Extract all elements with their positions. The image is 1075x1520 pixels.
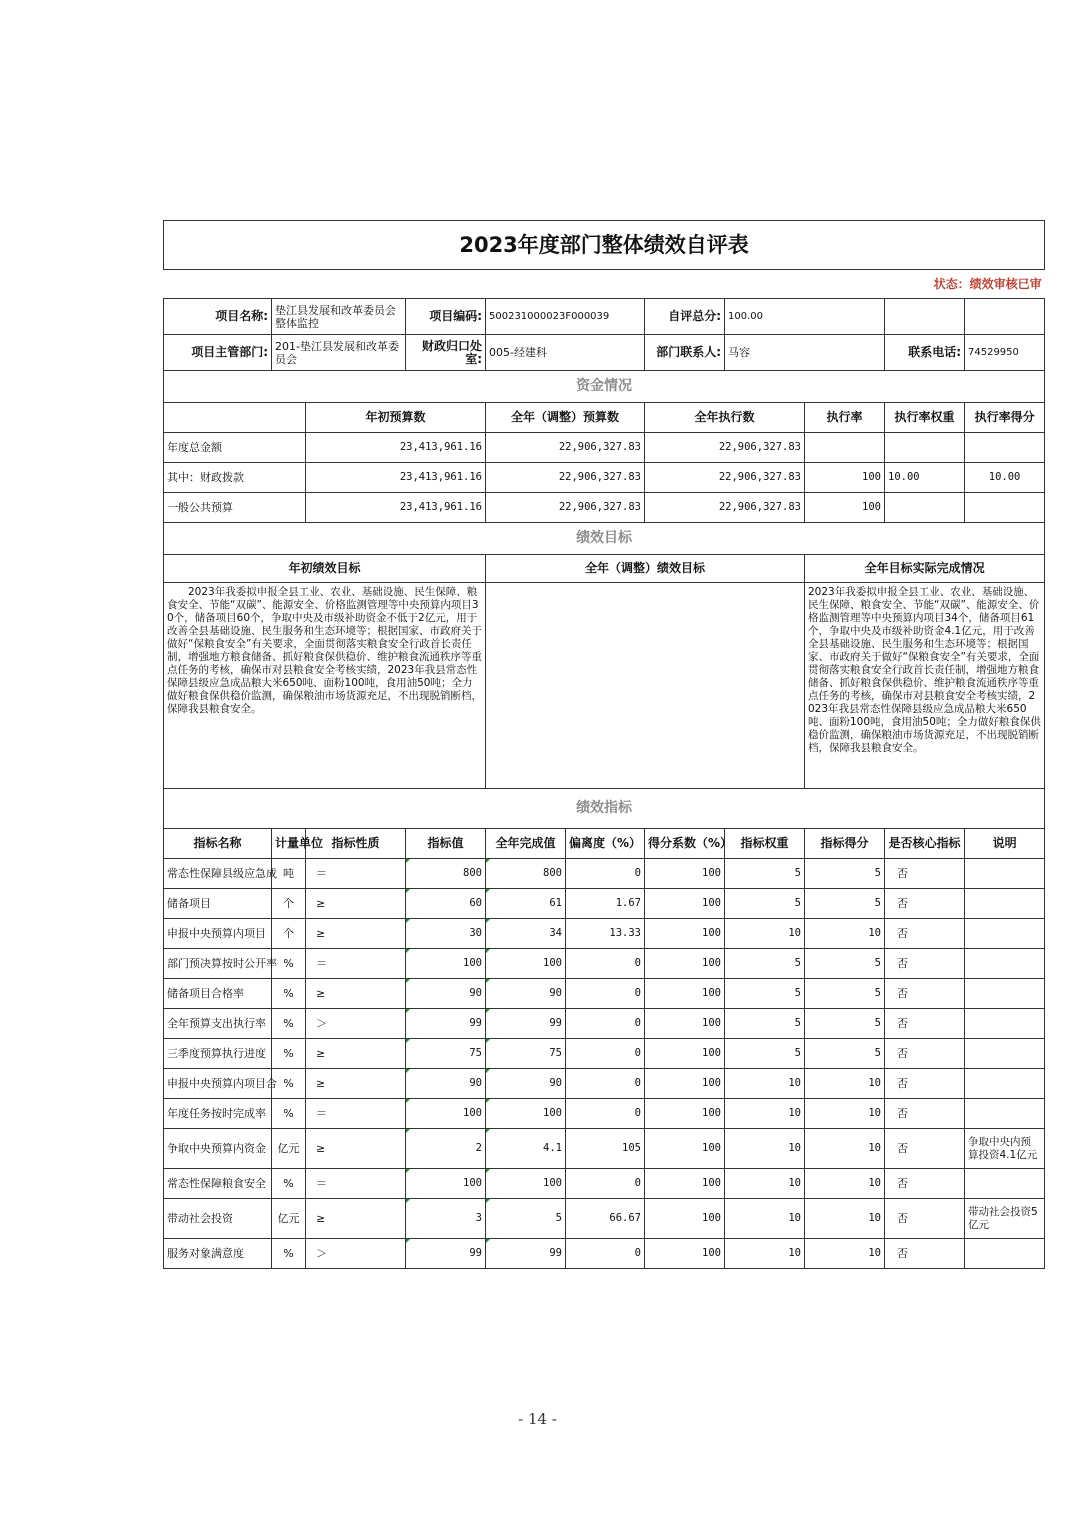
indicator-actual: 34 [486,919,566,949]
finance-office-value: 005-经建科 [486,335,645,371]
indicator-weight: 5 [725,889,805,919]
indicator-nature: ≥ [306,1199,406,1239]
indicator-core: 否 [885,949,965,979]
indicator-nature: ＝ [306,949,406,979]
indicator-coefficient: 100 [645,1169,725,1199]
indicator-name: 储备项目合格率 [164,979,272,1009]
indicator-header: 偏离度（%） [566,829,645,859]
indicator-target: 100 [406,1169,486,1199]
funds-header: 执行率 [805,403,885,433]
indicator-score: 10 [805,1199,885,1239]
indicator-header: 指标性质 [306,829,406,859]
indicator-actual: 61 [486,889,566,919]
indicator-target: 90 [406,1069,486,1099]
indicator-unit: 个 [272,919,306,949]
indicator-core: 否 [885,1039,965,1069]
indicator-deviation: 0 [566,1239,645,1269]
indicator-deviation: 0 [566,949,645,979]
indicator-unit: % [272,1099,306,1129]
indicator-score: 10 [805,1129,885,1169]
indicator-score: 10 [805,1239,885,1269]
table-row [164,493,1045,523]
indicator-target: 2 [406,1129,486,1169]
indicator-score: 10 [805,1099,885,1129]
indicator-header: 指标权重 [725,829,805,859]
funds-exec-score: 10.00 [965,463,1045,493]
indicators-section-title: 绩效指标 [164,789,1045,829]
indicator-name: 常态性保障粮食安全 [164,1169,272,1199]
indicator-note [965,889,1045,919]
indicator-coefficient: 100 [645,859,725,889]
indicator-deviation: 0 [566,1099,645,1129]
indicator-weight: 10 [725,1199,805,1239]
indicator-name: 部门预决算按时公开率 [164,949,272,979]
indicator-header: 指标得分 [805,829,885,859]
table-row [164,789,1045,829]
indicator-name: 申报中央预算内项目 [164,919,272,949]
funds-section-title: 资金情况 [164,371,1045,403]
indicator-nature: ＝ [306,1099,406,1129]
blank-cell [965,299,1045,335]
indicator-name: 申报中央预算内项目合 [164,1069,272,1099]
indicator-header: 指标名称 [164,829,272,859]
table-row [164,299,1045,335]
indicator-target: 99 [406,1239,486,1269]
table-row [164,371,1045,403]
indicator-core: 否 [885,1199,965,1239]
indicator-deviation: 0 [566,1009,645,1039]
indicator-actual: 99 [486,1009,566,1039]
indicator-note: 带动社会投资5亿元 [965,1199,1045,1239]
indicator-unit: % [272,949,306,979]
funds-executed: 22,906,327.83 [645,433,805,463]
indicator-core: 否 [885,979,965,1009]
funds-row-label: 年度总金额 [164,433,306,463]
indicator-nature: ≥ [306,979,406,1009]
indicator-score: 5 [805,949,885,979]
indicator-target: 90 [406,979,486,1009]
indicator-note [965,1169,1045,1199]
project-code-value: 500231000023F000039 [486,299,645,335]
indicator-weight: 5 [725,1009,805,1039]
indicator-unit: 个 [272,889,306,919]
indicator-nature: ≥ [306,1129,406,1169]
indicator-unit: 吨 [272,859,306,889]
indicator-name: 三季度预算执行进度 [164,1039,272,1069]
status-text: 状态：绩效审核已审 [164,270,1045,299]
indicator-target: 30 [406,919,486,949]
indicator-unit: % [272,1239,306,1269]
indicator-deviation: 0 [566,859,645,889]
indicator-core: 否 [885,1169,965,1199]
indicator-header: 是否核心指标 [885,829,965,859]
indicator-score: 10 [805,919,885,949]
indicator-core: 否 [885,1069,965,1099]
goals-header: 年初绩效目标 [164,555,486,583]
table-row [164,463,1045,493]
contact-label: 部门联系人: [645,335,725,371]
funds-header [164,403,306,433]
table-row [164,829,1045,859]
indicator-unit: 亿元 [272,1129,306,1169]
page-number: - 14 - [518,1410,557,1428]
indicator-target: 800 [406,859,486,889]
indicator-target: 3 [406,1199,486,1239]
indicator-score: 5 [805,889,885,919]
indicator-coefficient: 100 [645,979,725,1009]
dept-label: 项目主管部门: [164,335,272,371]
table-row [164,403,1045,433]
adjusted-goal-text [486,583,805,789]
funds-exec-weight [885,433,965,463]
funds-exec-rate [805,433,885,463]
funds-exec-score [965,433,1045,463]
indicator-note [965,1009,1045,1039]
indicator-target: 60 [406,889,486,919]
indicator-target: 75 [406,1039,486,1069]
contact-value: 马容 [725,335,885,371]
project-name-value: 垫江县发展和改革委员会整体监控 [272,299,406,335]
table-row [164,1099,1045,1129]
indicator-core: 否 [885,1099,965,1129]
funds-executed: 22,906,327.83 [645,493,805,523]
indicator-actual: 100 [486,949,566,979]
indicator-name: 服务对象满意度 [164,1239,272,1269]
table-row [164,1039,1045,1069]
indicator-target: 99 [406,1009,486,1039]
funds-header: 年初预算数 [306,403,486,433]
table-row [164,1129,1045,1169]
indicator-deviation: 0 [566,979,645,1009]
indicator-nature: ＝ [306,859,406,889]
funds-header: 执行率得分 [965,403,1045,433]
indicator-score: 5 [805,1009,885,1039]
evaluation-sheet [163,220,1044,1269]
indicator-note [965,859,1045,889]
indicator-name: 常态性保障县级应急成 [164,859,272,889]
indicator-actual: 90 [486,1069,566,1099]
indicator-weight: 10 [725,1239,805,1269]
self-score-label: 自评总分: [645,299,725,335]
goals-header: 全年目标实际完成情况 [805,555,1045,583]
indicator-actual: 4.1 [486,1129,566,1169]
funds-exec-weight: 10.00 [885,463,965,493]
indicator-actual: 5 [486,1199,566,1239]
indicator-core: 否 [885,1129,965,1169]
indicator-core: 否 [885,889,965,919]
indicator-header: 得分系数（%） [645,829,725,859]
table-row [164,1199,1045,1239]
indicator-header: 指标值 [406,829,486,859]
indicator-deviation: 66.67 [566,1199,645,1239]
phone-label: 联系电话: [885,335,965,371]
indicator-actual: 100 [486,1099,566,1129]
indicator-weight: 10 [725,919,805,949]
indicator-deviation: 13.33 [566,919,645,949]
indicator-note [965,979,1045,1009]
table-row [164,979,1045,1009]
table-row [164,919,1045,949]
table-row [164,1169,1045,1199]
indicator-nature: ＝ [306,1169,406,1199]
project-code-label: 项目编码: [406,299,486,335]
indicator-deviation: 0 [566,1039,645,1069]
funds-exec-rate: 100 [805,493,885,523]
indicator-note [965,1039,1045,1069]
actual-completion-text: 2023年我委拟申报全县工业、农业、基础设施、民生保障、粮食安全、节能“双碳”、能源安全、价格监测管理等中央预算内项目34个，储备项目61个，争取中央及市级补助资金4.1亿元，用于改善全县基础设施、民生服务和生态环境等；根据国家、市政府关于做好“保粮食安全”有关要求，全面贯彻落实粮食安全行政首长责任制，增强地方粮食储备、抓好粮食保供稳价、维护粮食流通秩序等重点任务的考核，确保市对县粮食安全考核实绩，2023年我县常态性保障县级应急成品粮大米650吨、面粉100吨，食用油50吨；全力做好粮食保供稳价监测，确保粮油市场货源充足，不出现脱销断档，保障我县粮食安全。 [805,583,1045,789]
funds-adjusted-budget: 22,906,327.83 [486,463,645,493]
goals-section-title: 绩效目标 [164,523,1045,555]
page-title: 2023年度部门整体绩效自评表 [164,221,1045,270]
indicator-weight: 5 [725,1039,805,1069]
funds-initial-budget: 23,413,961.16 [306,463,486,493]
indicator-core: 否 [885,919,965,949]
table-row [164,859,1045,889]
project-name-label: 项目名称: [164,299,272,335]
indicator-coefficient: 100 [645,1239,725,1269]
indicator-nature: ≥ [306,1039,406,1069]
indicator-unit: % [272,1039,306,1069]
goals-header: 全年（调整）绩效目标 [486,555,805,583]
funds-executed: 22,906,327.83 [645,463,805,493]
indicator-coefficient: 100 [645,1199,725,1239]
funds-exec-score [965,493,1045,523]
funds-header: 全年（调整）预算数 [486,403,645,433]
evaluation-table [163,220,1045,1269]
table-row [164,949,1045,979]
indicator-core: 否 [885,1239,965,1269]
funds-adjusted-budget: 22,906,327.83 [486,493,645,523]
table-row [164,1009,1045,1039]
indicator-deviation: 105 [566,1129,645,1169]
indicator-note: 争取中央内预算投资4.1亿元 [965,1129,1045,1169]
indicator-coefficient: 100 [645,1069,725,1099]
indicator-header: 计量单位 [272,829,306,859]
indicator-actual: 90 [486,979,566,1009]
dept-value: 201-垫江县发展和改革委员会 [272,335,406,371]
indicator-note [965,1069,1045,1099]
indicator-name: 储备项目 [164,889,272,919]
indicator-name: 全年预算支出执行率 [164,1009,272,1039]
indicator-coefficient: 100 [645,1099,725,1129]
indicator-score: 5 [805,979,885,1009]
indicator-weight: 5 [725,859,805,889]
indicator-unit: % [272,1009,306,1039]
indicator-unit: % [272,979,306,1009]
indicator-actual: 75 [486,1039,566,1069]
indicator-nature: ＞ [306,1239,406,1269]
indicator-target: 100 [406,1099,486,1129]
indicator-nature: ≥ [306,1069,406,1099]
table-row [164,270,1045,299]
indicator-deviation: 1.67 [566,889,645,919]
indicator-note [965,1239,1045,1269]
indicator-coefficient: 100 [645,1039,725,1069]
indicator-deviation: 0 [566,1069,645,1099]
indicator-core: 否 [885,1009,965,1039]
indicator-nature: ≥ [306,889,406,919]
funds-initial-budget: 23,413,961.16 [306,433,486,463]
indicator-unit: 亿元 [272,1199,306,1239]
indicator-score: 5 [805,1039,885,1069]
indicator-actual: 800 [486,859,566,889]
indicator-coefficient: 100 [645,949,725,979]
funds-row-label: 其中：财政拨款 [164,463,306,493]
indicator-note [965,919,1045,949]
indicator-header: 全年完成值 [486,829,566,859]
table-row [164,433,1045,463]
indicator-deviation: 0 [566,1169,645,1199]
indicator-nature: ＞ [306,1009,406,1039]
funds-header: 执行率权重 [885,403,965,433]
table-row [164,335,1045,371]
blank-cell [885,299,965,335]
indicator-name: 带动社会投资 [164,1199,272,1239]
funds-exec-weight [885,493,965,523]
indicator-note [965,1099,1045,1129]
initial-goal-text: 2023年我委拟申报全县工业、农业、基础设施、民生保障、粮食安全、节能“双碳”、能源安全、价格监测管理等中央预算内项目30个，储备项目60个，争取中央及市级补助资金不低于2亿元，用于改善全县基础设施、民生服务和生态环境等；根据国家、市政府关于做好“保粮食安全”有关要求，全面贯彻落实粮食安全行政首长责任制，增强地方粮食储备、抓好粮食保供稳价、维护粮食流通秩序等重点任务的考核，确保市对县粮食安全考核实绩，2023年我县常态性保障县级应急成品粮大米650吨、面粉100吨，食用油50吨；全力做好粮食保供稳价监测，确保粮油市场货源充足，不出现脱销断档，保障我县粮食安全。 [164,583,486,789]
indicator-target: 100 [406,949,486,979]
indicator-weight: 5 [725,979,805,1009]
indicator-header: 说明 [965,829,1045,859]
indicator-nature: ≥ [306,919,406,949]
self-score-value: 100.00 [725,299,885,335]
table-row [164,1239,1045,1269]
table-row [164,523,1045,555]
indicator-score: 10 [805,1069,885,1099]
indicator-name: 争取中央预算内资金 [164,1129,272,1169]
table-row [164,1069,1045,1099]
indicator-coefficient: 100 [645,919,725,949]
indicator-note [965,949,1045,979]
table-row [164,889,1045,919]
indicator-coefficient: 100 [645,1009,725,1039]
funds-initial-budget: 23,413,961.16 [306,493,486,523]
indicator-core: 否 [885,859,965,889]
indicator-unit: % [272,1169,306,1199]
indicator-coefficient: 100 [645,889,725,919]
indicator-actual: 99 [486,1239,566,1269]
indicator-weight: 10 [725,1099,805,1129]
indicator-coefficient: 100 [645,1129,725,1169]
funds-exec-rate: 100 [805,463,885,493]
indicator-weight: 10 [725,1129,805,1169]
finance-office-label: 财政归口处室: [406,335,486,371]
indicator-actual: 100 [486,1169,566,1199]
indicator-weight: 5 [725,949,805,979]
indicator-weight: 10 [725,1069,805,1099]
funds-header: 全年执行数 [645,403,805,433]
indicator-name: 年度任务按时完成率 [164,1099,272,1129]
indicator-weight: 10 [725,1169,805,1199]
indicator-score: 5 [805,859,885,889]
indicator-score: 10 [805,1169,885,1199]
funds-adjusted-budget: 22,906,327.83 [486,433,645,463]
table-row [164,555,1045,583]
funds-row-label: 一般公共预算 [164,493,306,523]
table-row [164,221,1045,270]
table-row [164,583,1045,789]
indicator-unit: % [272,1069,306,1099]
phone-value: 74529950 [965,335,1045,371]
